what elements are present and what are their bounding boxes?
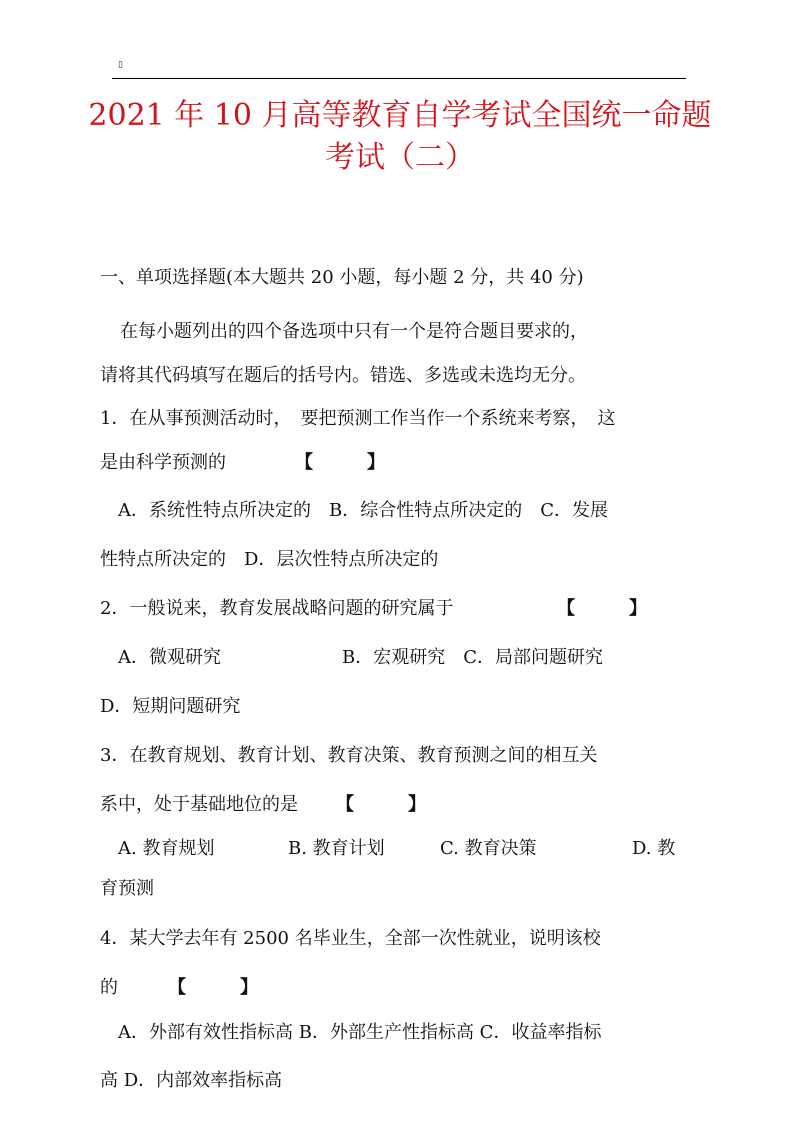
- document-title-line-1: 2021 年 10 月高等教育自学考试全国统一命题: [88, 98, 712, 133]
- question-4-options-line-1: A．外部有效性指标高 B．外部生产性指标高 C．收益率指标: [118, 1022, 602, 1043]
- question-2-option-d: D．短期问题研究: [100, 696, 241, 717]
- question-3-option-b: B. 教育计划: [288, 838, 385, 859]
- question-1-stem-line-1: 1．在从事预测活动时， 要把预测工作当作一个系统来考察， 这: [100, 408, 616, 429]
- question-1-options-line-2: 性特点所决定的 D．层次性特点所决定的: [100, 549, 439, 570]
- question-4-stem-line-2: 的: [100, 977, 118, 998]
- question-4-stem-line-1: 4．某大学去年有 2500 名毕业生，全部一次性就业，说明该校: [100, 928, 601, 949]
- question-4-answer-bracket: 【 】: [168, 977, 258, 998]
- question-3-stem-line-1: 3．在教育规划、教育计划、教育决策、教育预测之间的相互关: [100, 745, 598, 766]
- question-3-options-line-2: 育预测: [100, 878, 154, 899]
- header-mark: ▯: [118, 60, 123, 70]
- question-3-option-c: C. 教育决策: [440, 838, 537, 859]
- question-3-option-d: D. 教: [632, 838, 676, 859]
- question-3-option-a: A. 教育规划: [118, 838, 215, 859]
- section-heading: 一、单项选择题(本大题共 20 小题，每小题 2 分，共 40 分): [100, 267, 584, 288]
- question-2-answer-bracket: 【 】: [557, 598, 647, 619]
- question-1-answer-bracket: 【 】: [295, 452, 385, 473]
- document-title-line-2: 考试（二）: [325, 140, 475, 175]
- question-3-answer-bracket: 【 】: [336, 794, 426, 815]
- instruction-line-1: 在每小题列出的四个备选项中只有一个是符合题目要求的，: [120, 321, 588, 342]
- question-2-options-bc: B．宏观研究 C．局部问题研究: [342, 647, 603, 668]
- question-1-stem-line-2: 是由科学预测的: [100, 452, 226, 473]
- question-2-option-a: A．微观研究: [118, 647, 221, 668]
- question-1-options-line-1: A．系统性特点所决定的 B．综合性特点所决定的 C．发展: [118, 500, 608, 521]
- question-2-stem: 2．一般说来，教育发展战略问题的研究属于: [100, 598, 454, 619]
- question-4-options-line-2: 高 D．内部效率指标高: [100, 1070, 283, 1091]
- question-3-stem-line-2: 系中，处于基础地位的是: [100, 794, 298, 815]
- instruction-line-2: 请将其代码填写在题后的括号内。错选、多选或未选均无分。: [100, 365, 586, 386]
- header-rule: [112, 78, 686, 79]
